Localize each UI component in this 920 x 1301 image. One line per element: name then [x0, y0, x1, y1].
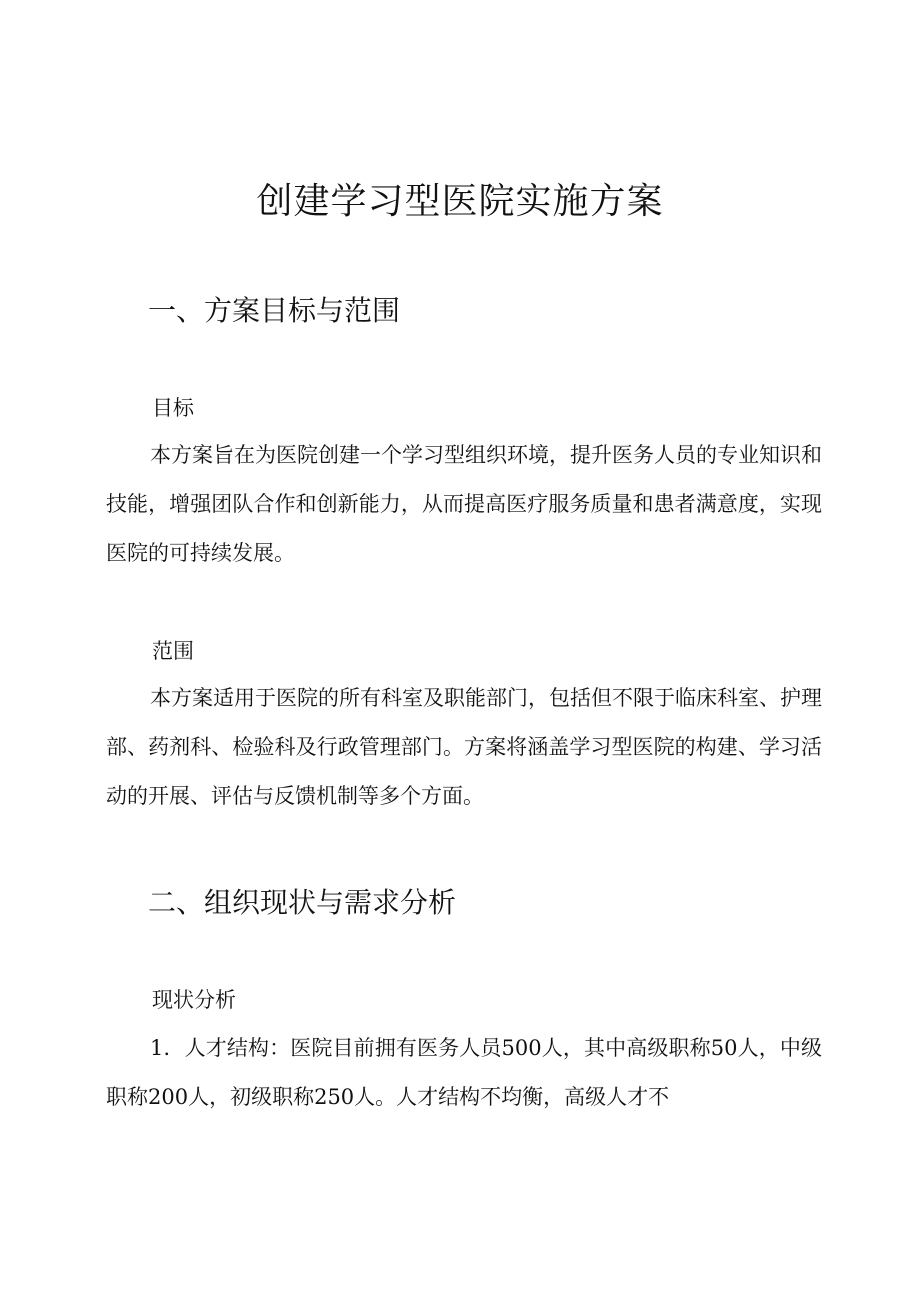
subheading-scope: 范围	[152, 639, 194, 663]
paragraph-talent-structure: 1．人才结构：医院目前拥有医务人员500人，其中高级职称50人，中级职称200人，初级职称250人。人才结构不均衡，高级人才不	[106, 1036, 822, 1109]
subheading-goal: 目标	[152, 396, 194, 420]
subheading-status-analysis: 现状分析	[152, 988, 236, 1012]
paragraph-goal: 本方案旨在为医院创建一个学习型组织环境，提升医务人员的专业知识和技能，增强团队合作和创新能力，从而提高医疗服务质量和患者满意度，实现医院的可持续发展。	[106, 443, 822, 565]
section-heading-goals-scope: 一、方案目标与范围	[148, 294, 401, 327]
paragraph-scope: 本方案适用于医院的所有科室及职能部门，包括但不限于临床科室、护理部、药剂科、检验科及行政管理部门。方案将涵盖学习型医院的构建、学习活动的开展、评估与反馈机制等多个方面。	[106, 686, 822, 808]
document-title: 创建学习型医院实施方案	[256, 181, 664, 222]
section-heading-status-needs: 二、组织现状与需求分析	[148, 886, 457, 919]
